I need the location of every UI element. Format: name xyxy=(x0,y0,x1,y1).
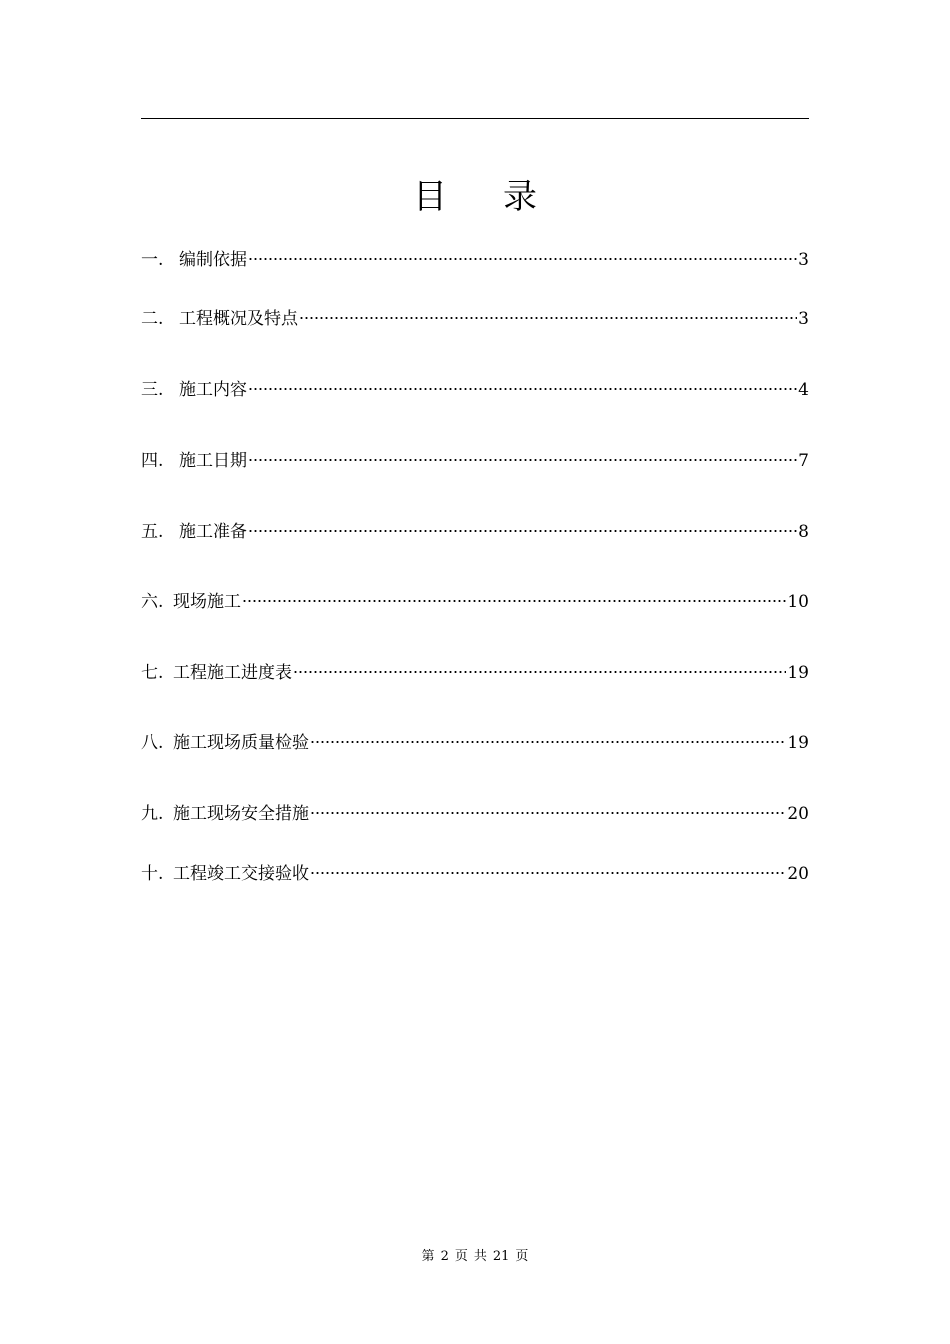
toc-item-label: 施工现场安全措施 xyxy=(173,804,309,824)
toc-item-leader xyxy=(242,599,786,603)
footer-page-word: 页 xyxy=(454,1249,468,1264)
toc-item[interactable] xyxy=(141,307,809,331)
toc-item-page: 3 xyxy=(798,309,809,329)
toc-item-number: 四. xyxy=(141,451,164,471)
toc-item-label: 施工内容 xyxy=(179,380,247,400)
toc-item-leader xyxy=(248,257,797,261)
page-footer xyxy=(0,1247,950,1267)
toc-item-leader xyxy=(248,458,797,462)
toc-item[interactable] xyxy=(141,378,809,402)
toc-item-number: 八. xyxy=(141,733,164,753)
toc-item-label: 施工现场质量检验 xyxy=(173,733,309,753)
footer-current-page: 2 xyxy=(440,1249,449,1264)
toc-item-leader xyxy=(248,529,797,533)
header-rule xyxy=(141,118,809,119)
toc-item-label: 施工准备 xyxy=(179,522,247,542)
toc-item-label: 编制依据 xyxy=(179,250,247,270)
toc-item-number: 十. xyxy=(141,864,164,884)
toc-item-page: 19 xyxy=(787,663,809,683)
toc-item[interactable] xyxy=(141,661,809,685)
toc-item[interactable] xyxy=(141,248,809,272)
toc-item-number: 二. xyxy=(141,309,164,329)
toc-item-page: 8 xyxy=(798,522,809,542)
toc-item-label: 工程施工进度表 xyxy=(173,663,292,683)
toc-item-page: 20 xyxy=(787,804,809,824)
footer-suffix: 页 xyxy=(515,1249,529,1264)
toc-item-number: 九. xyxy=(141,804,164,824)
footer-total-pages: 21 xyxy=(492,1249,510,1264)
toc-item-leader xyxy=(310,871,786,875)
toc-item-label: 现场施工 xyxy=(173,592,241,612)
footer-prefix: 第 xyxy=(421,1249,435,1264)
toc-item-page: 20 xyxy=(787,864,809,884)
toc-item-number: 六. xyxy=(141,592,164,612)
toc-item-leader xyxy=(310,811,786,815)
toc-item-page: 3 xyxy=(798,250,809,270)
toc-item-leader xyxy=(299,316,797,320)
toc-item-leader xyxy=(310,740,786,744)
toc-item-label: 施工日期 xyxy=(179,451,247,471)
toc-item-leader xyxy=(248,387,797,391)
toc-item[interactable] xyxy=(141,449,809,473)
toc-title-char-1: 目 xyxy=(413,177,447,217)
toc-item-number: 三. xyxy=(141,380,164,400)
toc-item-number: 一. xyxy=(141,250,164,270)
toc-item-page: 19 xyxy=(787,733,809,753)
toc-item-number: 七. xyxy=(141,663,164,683)
toc-item[interactable] xyxy=(141,802,809,826)
toc-title xyxy=(0,172,950,222)
toc-item-number: 五. xyxy=(141,522,164,542)
toc-item-label: 工程概况及特点 xyxy=(179,309,298,329)
toc-item-page: 4 xyxy=(798,380,809,400)
toc-item[interactable] xyxy=(141,731,809,755)
toc-item[interactable] xyxy=(141,862,809,886)
toc-item-page: 10 xyxy=(787,592,809,612)
toc-item[interactable] xyxy=(141,520,809,544)
toc-title-char-2: 录 xyxy=(503,177,537,217)
toc-item-leader xyxy=(293,670,786,674)
toc-item-label: 工程竣工交接验收 xyxy=(173,864,309,884)
toc-item[interactable] xyxy=(141,590,809,614)
toc-item-page: 7 xyxy=(798,451,809,471)
footer-total-word: 共 xyxy=(473,1249,487,1264)
